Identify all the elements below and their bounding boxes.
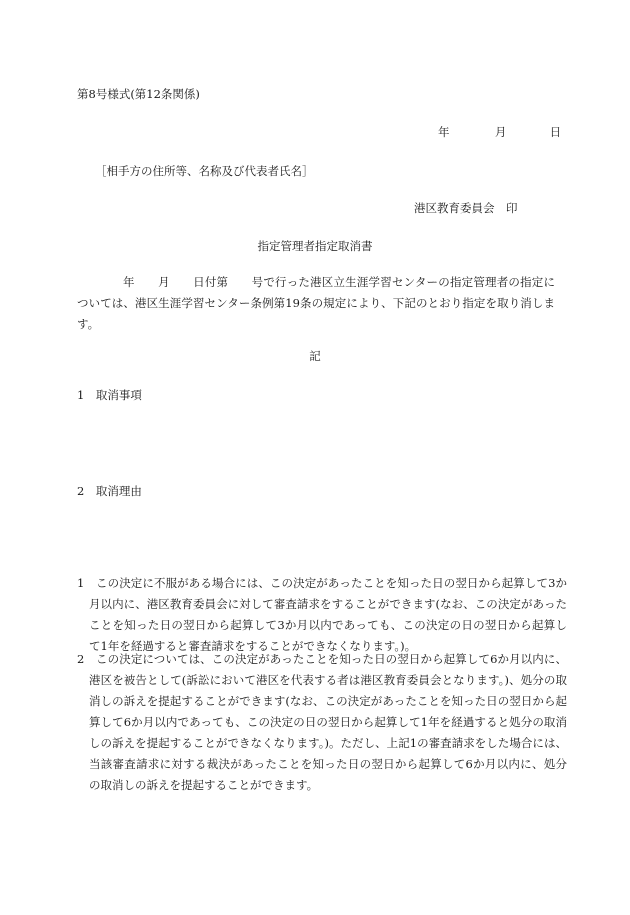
date-day: 日 [549,125,562,139]
date-year: 年 [438,125,450,139]
body-paragraph: 年 月 日付第 号で行った港区立生涯学習センターの指定管理者の指定については、港区生涯学習センター条例第19条の規定により、下記のとおり指定を取り消します。 [77,275,555,331]
document-title: 指定管理者指定取消書 [257,239,373,253]
note-lawsuit: 2 この決定については、この決定があったことを知った日の翌日から起算して6か月以内に、港区を被告として(訴訟において港区を代表する者は港区教育委員会となります。)、処分の取消しの訴えを提起することができます(なお、この決定があったことを知った日の翌日から起算して6か月以内であっても、この決定の日の翌日から起算して1年を経過すると処分の取消しの訴えを提起することができなくなります。)。ただし、上記1の審査請求をした場合には、当該審査請求に対する裁決があったことを知った日の翌日から起算して6か月以内に、処分の取消しの訴えを提起することができます。 [77,652,567,792]
item-cancellation-matter: 1 取消事項 [77,388,142,402]
recipient-line: ［相手方の住所等、名称及び代表者氏名］ [95,164,314,178]
date-month: 月 [494,125,507,139]
item-cancellation-reason: 2 取消理由 [77,484,142,498]
issuer-line: 港区教育委員会 印 [414,201,518,215]
note-appeal: 1 この決定に不服がある場合には、この決定があったことを知った日の翌日から起算して3か月以内に、港区教育委員会に対して審査請求をすることができます(なお、この決定があったことを知った日の翌日から起算して3か月以内であっても、この決定の日の翌日から起算して1年を経過すると審査請求をすることができなくなります。)。 [77,576,567,653]
ki-heading: 記 [309,349,321,363]
date-line [438,124,561,140]
form-number: 第8号様式(第12条関係) [77,87,200,101]
